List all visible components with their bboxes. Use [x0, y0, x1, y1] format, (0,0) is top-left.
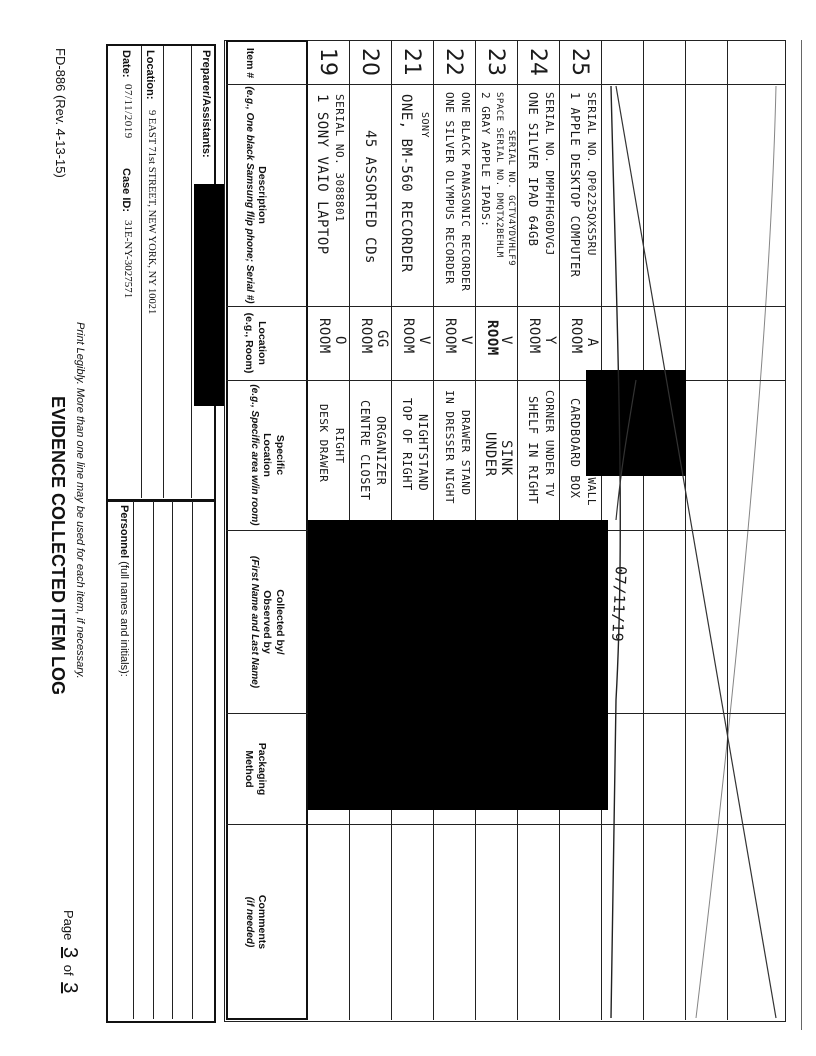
item-number: 25	[567, 48, 592, 76]
date-value: 07/11/2019	[122, 84, 134, 139]
item-number: 23	[483, 48, 508, 76]
item-room-id: V	[416, 336, 432, 345]
item-room: ROOM	[316, 318, 332, 354]
item-specific-location-2: NIGHTSTAND	[416, 414, 430, 492]
form-id: FD-886 (Rev. 4-13-15)	[53, 48, 68, 178]
item-number: 20	[357, 48, 382, 76]
item-specific-location: CENTRE CLOSET	[358, 400, 372, 501]
item-specific-location-2: DRAWER STAND	[459, 410, 472, 496]
location-label: Location:	[144, 50, 156, 100]
item-description: 1 APPLE DESKTOP COMPUTER	[568, 92, 582, 278]
item-specific-location: IN DRESSER NIGHT	[443, 390, 456, 504]
col-item: Item #	[244, 47, 256, 79]
item-description-serial: SERIAL NO. 3088801	[333, 94, 346, 223]
item-specific-location-2: SINK	[498, 440, 514, 476]
page-of: of	[61, 964, 76, 976]
item-specific-location: CARDBOARD BOX	[568, 398, 582, 499]
item-description: 1 SONY VAIO LAPTOP	[314, 94, 330, 255]
date-label: Date:	[120, 50, 132, 78]
item-number: 19	[315, 48, 340, 76]
item-specific-location: UNDER	[482, 432, 498, 477]
item-description-brand: SONY	[419, 112, 430, 139]
col-comments: Comments (if needed)	[244, 894, 268, 950]
item-room: ROOM	[568, 318, 584, 354]
item-number: 24	[525, 48, 550, 76]
item-room: ROOM	[484, 320, 500, 356]
item-room: ROOM	[358, 318, 374, 354]
item-description-2: ONE BLACK PANASONIC RECORDER	[459, 92, 472, 292]
item-description: ONE SILVER OLYMPUS RECORDER	[443, 92, 456, 285]
item-description: ONE SILVER IPAD 64GB	[526, 92, 540, 247]
item-room-id: A	[584, 338, 600, 347]
item-room-id: GG	[374, 330, 390, 348]
personnel-hint: (full names and initials):	[118, 561, 130, 677]
item-description-3: SERIAL NO. GCTV4YDVHLF9	[506, 130, 516, 267]
item-specific-location: SHELF IN RIGHT	[526, 396, 540, 505]
col-packaging: Packaging Method	[243, 742, 268, 796]
page-current: 3	[59, 947, 81, 959]
location-value: 9 EAST 71st STREET, NEW YORK, NY 10021	[146, 110, 157, 315]
page-footer-line	[801, 40, 802, 1030]
page-total: 3	[59, 982, 81, 994]
item-specific-location: TOP OF RIGHT	[400, 398, 414, 491]
item-room-id: Y	[542, 336, 558, 345]
item-specific-location: DESK DRAWER	[317, 404, 330, 483]
item-number: 21	[399, 48, 424, 76]
item-number: 22	[441, 48, 466, 76]
case-id-label: Case ID:	[120, 168, 132, 213]
preparer-label: Preparer/Assistants:	[200, 50, 212, 158]
item-description: 45 ASSORTED CDs	[362, 130, 378, 264]
item-room: ROOM	[442, 318, 458, 354]
item-description-serial: SERIAL NO. QP0225QXS5RU	[585, 92, 598, 256]
signature-date: 07/11/19	[608, 565, 630, 643]
item-room: ROOM	[526, 318, 542, 354]
personnel-title: Personnel	[118, 505, 130, 559]
item-specific-location-2: RIGHT	[333, 428, 346, 464]
item-room-id: V	[498, 336, 514, 345]
item-description-2: SPACE SERIAL NO. DMQTX2BEHLM	[494, 92, 504, 258]
item-room-id: O	[332, 336, 348, 345]
col-description: Description (e.g., One black Samsung flip phone; Serial #)	[244, 86, 268, 304]
item-specific-location-2: CORNER UNDER TV	[543, 390, 556, 497]
item-room-id: V	[458, 336, 474, 345]
page-subtitle: Print Legibly. More than one line may be used for each item, if necessary.	[74, 322, 86, 679]
page-title: EVIDENCE COLLECTED ITEM LOG	[48, 396, 68, 696]
item-specific-location-2: ORGANIZER	[374, 416, 388, 486]
col-specific-location: Specific Location (e.g., Specific area w/in room)	[249, 384, 286, 526]
item-description-serial: SERIAL NO. DMPHFHG0DVGJ	[543, 92, 556, 256]
col-location: Location (e.g., Room)	[243, 312, 268, 374]
item-room: ROOM	[400, 318, 416, 354]
item-description: ONE, BM-560 RECORDER	[398, 94, 414, 273]
col-collected-by: Collected by/ Observed by (First Name and Last Name)	[249, 555, 286, 689]
page-label: Page	[61, 910, 76, 941]
case-id-value: 31E-NY-3027571	[122, 220, 134, 299]
item-description: 2 GRAY APPLE IPADS:	[479, 92, 492, 228]
